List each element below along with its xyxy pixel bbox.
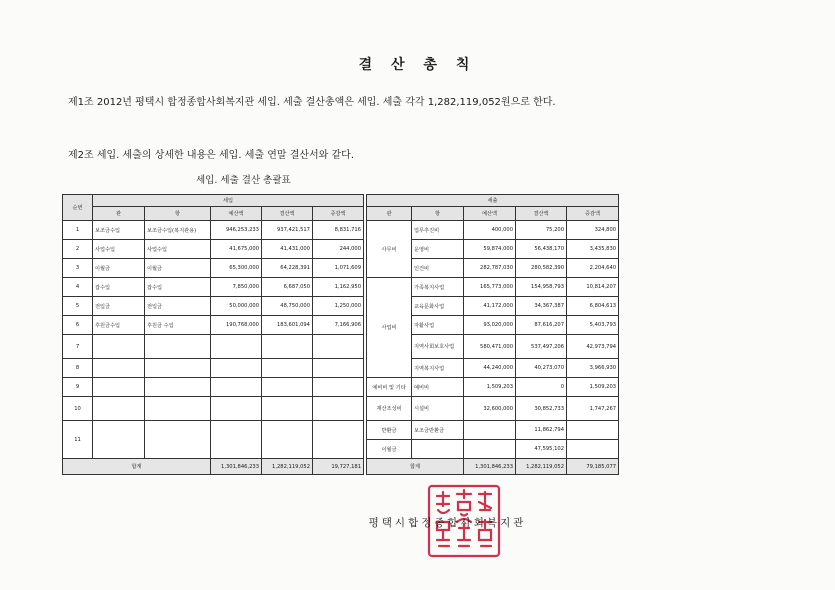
header-income-diff: 증감액 xyxy=(313,207,364,221)
table-subtitle: 세입. 세출 결산 총괄표 xyxy=(196,175,291,186)
header-expense-gwan: 관 xyxy=(367,207,412,221)
column-gap xyxy=(364,316,367,335)
table-row xyxy=(63,359,619,378)
row-no: 10 xyxy=(63,397,93,421)
expense-diff: 3,966,930 xyxy=(567,359,619,378)
row-no: 8 xyxy=(63,359,93,378)
expense-hang: 가족복지사업 xyxy=(412,278,464,297)
income-settle xyxy=(262,397,313,421)
income-hang xyxy=(145,359,211,378)
income-hang: 이월금 xyxy=(145,259,211,278)
income-gwan: 이월금 xyxy=(93,259,145,278)
income-diff xyxy=(313,421,364,459)
article-2: 제2조 세입. 세출의 상세한 내용은 세입. 세출 연말 결산서와 같다. xyxy=(68,150,355,161)
income-diff xyxy=(313,397,364,421)
table-row xyxy=(63,316,619,335)
expense-budget: 44,240,000 xyxy=(464,359,516,378)
row-no: 4 xyxy=(63,278,93,297)
income-hang: 후원금 수입 xyxy=(145,316,211,335)
column-gap xyxy=(364,240,367,259)
income-hang: 전입금 xyxy=(145,297,211,316)
expense-budget: 1,509,203 xyxy=(464,378,516,397)
article-1: 제1조 2012년 평택시 합정종합사회복지관 세입. 세출 결산총액은 세입. 세출 각각 1,282,119,052원으로 한다. xyxy=(68,97,556,108)
table-row xyxy=(63,335,619,359)
header-income: 세입 xyxy=(93,195,364,207)
income-gwan: 보조금수입 xyxy=(93,221,145,240)
expense-settle: 87,616,207 xyxy=(516,316,567,335)
expense-diff: 324,800 xyxy=(567,221,619,240)
expense-budget xyxy=(464,440,516,459)
income-hang xyxy=(145,378,211,397)
income-hang xyxy=(145,335,211,359)
expense-diff: 6,804,613 xyxy=(567,297,619,316)
header-expense-budget: 예산액 xyxy=(464,207,516,221)
column-gap xyxy=(364,259,367,278)
expense-diff: 2,204,640 xyxy=(567,259,619,278)
income-settle: 41,431,000 xyxy=(262,240,313,259)
table-row xyxy=(63,278,619,297)
row-no: 5 xyxy=(63,297,93,316)
expense-budget: 59,874,000 xyxy=(464,240,516,259)
expense-gwan: 반환금 xyxy=(367,421,412,440)
income-budget: 50,000,000 xyxy=(211,297,262,316)
document-title: 결 산 총 칙 xyxy=(358,57,477,73)
income-budget xyxy=(211,335,262,359)
expense-hang: 자활사업 xyxy=(412,316,464,335)
expense-budget: 580,471,000 xyxy=(464,335,516,359)
income-gwan: 사업수입 xyxy=(93,240,145,259)
income-gwan xyxy=(93,378,145,397)
column-gap xyxy=(364,359,367,378)
table-row xyxy=(63,421,619,440)
income-total-label: 합계 xyxy=(63,459,211,475)
expense-settle: 56,438,170 xyxy=(516,240,567,259)
income-settle xyxy=(262,335,313,359)
expense-hang: 시설비 xyxy=(412,397,464,421)
header-income-hang: 항 xyxy=(145,207,211,221)
income-settle: 183,601,094 xyxy=(262,316,313,335)
expense-budget xyxy=(464,421,516,440)
row-no: 9 xyxy=(63,378,93,397)
expense-diff: 42,973,794 xyxy=(567,335,619,359)
income-settle: 48,750,000 xyxy=(262,297,313,316)
expense-diff: 3,435,830 xyxy=(567,240,619,259)
expense-hang: 업무추진비 xyxy=(412,221,464,240)
income-diff: 244,000 xyxy=(313,240,364,259)
income-total-diff: 19,727,181 xyxy=(313,459,364,475)
table-row xyxy=(63,297,619,316)
total-row xyxy=(63,459,619,475)
income-budget xyxy=(211,397,262,421)
income-diff xyxy=(313,359,364,378)
table-row xyxy=(63,259,619,278)
row-no: 7 xyxy=(63,335,93,359)
table-row xyxy=(63,378,619,397)
income-settle xyxy=(262,359,313,378)
expense-settle: 154,958,793 xyxy=(516,278,567,297)
header-no: 순번 xyxy=(63,195,93,221)
row-no: 2 xyxy=(63,240,93,259)
income-budget: 946,253,233 xyxy=(211,221,262,240)
expense-diff: 1,509,203 xyxy=(567,378,619,397)
expense-settle: 280,582,390 xyxy=(516,259,567,278)
expense-hang: 지역복지사업 xyxy=(412,359,464,378)
income-budget: 7,850,000 xyxy=(211,278,262,297)
expense-total-settle: 1,282,119,052 xyxy=(516,459,567,475)
income-diff: 8,831,716 xyxy=(313,221,364,240)
income-budget: 190,768,000 xyxy=(211,316,262,335)
header-row-1 xyxy=(63,195,619,207)
expense-gwan: 재산조성비 xyxy=(367,397,412,421)
expense-group-office: 사무비 xyxy=(367,221,412,278)
expense-hang xyxy=(412,440,464,459)
expense-gwan: 이월금 xyxy=(367,440,412,459)
expense-settle: 11,862,794 xyxy=(516,421,567,440)
expense-budget: 93,020,000 xyxy=(464,316,516,335)
income-gwan: 전입금 xyxy=(93,297,145,316)
expense-settle: 0 xyxy=(516,378,567,397)
table-row xyxy=(63,397,619,421)
expense-hang: 보조금반환금 xyxy=(412,421,464,440)
income-gwan xyxy=(93,421,145,459)
income-gwan: 후원금수입 xyxy=(93,316,145,335)
settlement-summary-table xyxy=(62,194,619,475)
expense-total-budget: 1,301,846,233 xyxy=(464,459,516,475)
expense-hang: 지역사회보호사업 xyxy=(412,335,464,359)
expense-budget: 400,000 xyxy=(464,221,516,240)
income-diff xyxy=(313,378,364,397)
income-budget: 65,300,000 xyxy=(211,259,262,278)
income-diff: 1,250,000 xyxy=(313,297,364,316)
header-expense-diff: 증감액 xyxy=(567,207,619,221)
expense-settle: 34,367,387 xyxy=(516,297,567,316)
header-row-2 xyxy=(63,207,619,221)
income-diff: 7,166,906 xyxy=(313,316,364,335)
income-diff: 1,162,950 xyxy=(313,278,364,297)
expense-settle: 537,497,206 xyxy=(516,335,567,359)
expense-total-label: 합계 xyxy=(367,459,464,475)
table-row xyxy=(63,221,619,240)
income-hang xyxy=(145,421,211,459)
income-settle: 937,421,517 xyxy=(262,221,313,240)
income-settle: 64,228,391 xyxy=(262,259,313,278)
income-hang: 사업수입 xyxy=(145,240,211,259)
header-income-budget: 예산액 xyxy=(211,207,262,221)
income-gwan xyxy=(93,335,145,359)
income-budget: 41,675,000 xyxy=(211,240,262,259)
expense-settle: 30,852,733 xyxy=(516,397,567,421)
expense-gwan: 예비비 및 기타 xyxy=(367,378,412,397)
expense-total-diff: 79,185,077 xyxy=(567,459,619,475)
expense-group-project: 사업비 xyxy=(367,278,412,378)
header-expense-settle: 결산액 xyxy=(516,207,567,221)
row-no: 3 xyxy=(63,259,93,278)
expense-diff xyxy=(567,421,619,440)
income-settle xyxy=(262,378,313,397)
header-income-settle: 결산액 xyxy=(262,207,313,221)
expense-budget: 165,773,000 xyxy=(464,278,516,297)
header-income-gwan: 관 xyxy=(93,207,145,221)
income-diff: 1,071,609 xyxy=(313,259,364,278)
income-gwan: 잡수입 xyxy=(93,278,145,297)
expense-hang: 운영비 xyxy=(412,240,464,259)
income-hang: 잡수입 xyxy=(145,278,211,297)
expense-hang: 예비비 xyxy=(412,378,464,397)
income-diff xyxy=(313,335,364,359)
income-hang: 보조금수입(복지관용) xyxy=(145,221,211,240)
expense-settle: 75,200 xyxy=(516,221,567,240)
expense-budget: 32,600,000 xyxy=(464,397,516,421)
expense-diff xyxy=(567,440,619,459)
income-settle xyxy=(262,421,313,459)
header-expense-hang: 항 xyxy=(412,207,464,221)
income-budget xyxy=(211,378,262,397)
income-budget xyxy=(211,421,262,459)
income-gwan xyxy=(93,359,145,378)
expense-budget: 282,787,030 xyxy=(464,259,516,278)
income-settle: 6,687,050 xyxy=(262,278,313,297)
expense-settle: 40,273,070 xyxy=(516,359,567,378)
expense-hang: 교육문화사업 xyxy=(412,297,464,316)
row-no: 6 xyxy=(63,316,93,335)
header-expense: 세출 xyxy=(367,195,619,207)
expense-settle: 47,595,102 xyxy=(516,440,567,459)
expense-diff: 5,403,793 xyxy=(567,316,619,335)
organization-name: 평택시합정종합사회복지관 xyxy=(368,517,527,529)
row-no: 11 xyxy=(63,421,93,459)
income-total-settle: 1,282,119,052 xyxy=(262,459,313,475)
expense-hang: 인건비 xyxy=(412,259,464,278)
income-hang xyxy=(145,397,211,421)
income-total-budget: 1,301,846,233 xyxy=(211,459,262,475)
expense-diff: 1,747,267 xyxy=(567,397,619,421)
row-no: 1 xyxy=(63,221,93,240)
expense-budget: 41,172,000 xyxy=(464,297,516,316)
column-gap xyxy=(364,297,367,316)
expense-diff: 10,814,207 xyxy=(567,278,619,297)
income-gwan xyxy=(93,397,145,421)
table-row xyxy=(63,240,619,259)
income-budget xyxy=(211,359,262,378)
column-gap xyxy=(364,335,367,359)
